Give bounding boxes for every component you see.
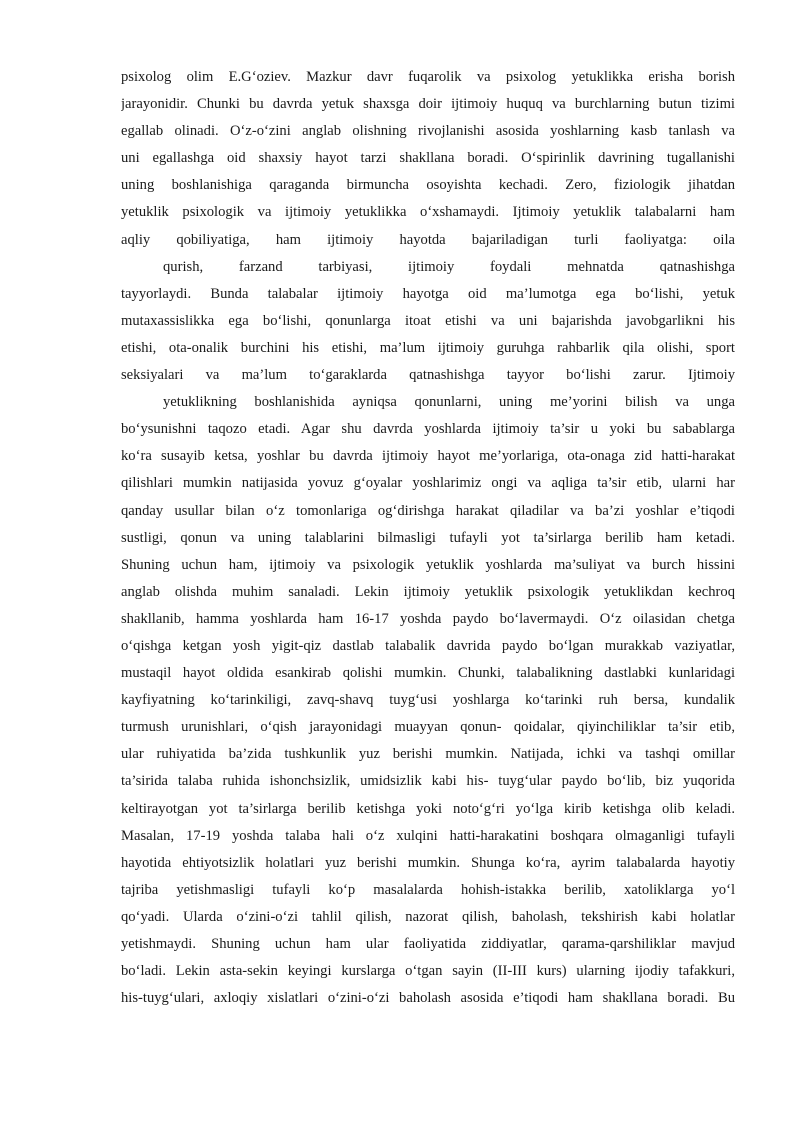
text-line-4: uni egallashga oid shaxsiy hayot tarzi shakllana boradi. O‘spirinlik davrining tugallanishi — [121, 150, 735, 167]
text-line-27: ta’sirida talaba ruhida ishonchsizlik, umidsizlik kabi his- tuyg‘ular paydo bo‘lib, biz yuqorida — [121, 773, 735, 790]
text-line-30: hayotida ehtiyotsizlik holatlari yuz berishi mumkin. Shunga ko‘ra, ayrim talabalarda hayotiy — [121, 854, 735, 871]
text-line-33: yetishmaydi. Shuning uchun ham ular faoliyatida ziddiyatlar, qarama-qarshiliklar mavjud — [121, 936, 735, 952]
text-line-7: aqliy qobiliyatiga, ham ijtimoiy hayotda bajariladigan turli faoliyatga: oila — [121, 231, 735, 248]
text-line-3: egallab olinadi. O‘z-o‘zini anglab olishning rivojlanishi asosida yoshlarning kasb tanlash va — [121, 123, 735, 140]
text-line-9: tayyorlaydi. Bunda talabalar ijtimoiy hayotga oid ma’lumotga ega bo‘lishi, yetuk — [121, 285, 735, 302]
text-line-22: o‘qishga ketgan yosh yigit-qiz dastlab talabalik davrida paydo bo‘lgan murakkab vaziyatlar, — [121, 637, 735, 654]
text-line-28: keltirayotgan yot ta’sirlarga berilib ketishga yoki noto‘g‘ri yo‘lga kirib ketishga olib keladi. — [121, 800, 735, 817]
body-text — [121, 64, 735, 1012]
text-line-6: yetuklik psixologik va ijtimoiy yetuklikka o‘xshamaydi. Ijtimoiy yetuklik talabalarni ham — [121, 204, 735, 221]
text-line-17: qanday usullar bilan o‘z tomonlariga og‘dirishga harakat qiladilar va ba’zi yoshlar e’tiqodi — [121, 502, 735, 519]
text-line-10: mutaxassislikka ega bo‘lishi, qonunlarga itoat etishi va uni bajarishda javobgarlikni his — [121, 312, 735, 329]
text-line-5: uning boshlanishiga qaraganda birmuncha osoyishta kechadi. Zero, fiziologik jihatdan — [121, 177, 735, 194]
text-line-15: ko‘ra susayib ketsa, yoshlar bu davrda ijtimoiy hayot me’yorlariga, ota-onaga zid hatti-harakat — [121, 448, 735, 465]
text-line-20: anglab olishda muhim sanaladi. Lekin ijtimoiy yetuklik psixologik yetuklikdan kechroq — [121, 583, 735, 600]
text-line-19: Shuning uchun ham, ijtimoiy va psixologik yetuklik yoshlarda ma’suliyat va burch hissini — [121, 556, 735, 573]
text-line-13: yetuklikning boshlanishida ayniqsa qonunlarni, uning me’yorini bilish va unga — [163, 394, 735, 411]
text-line-8: qurish, farzand tarbiyasi, ijtimoiy foydali mehnatda qatnashishga — [163, 258, 735, 275]
text-line-16: qilishlari mumkin natijasida yovuz g‘oyalar yoshlarimiz ongi va aqliga ta’sir etib, ularni har — [121, 475, 735, 492]
text-line-18: sustligi, qonun va uning talablarini bilmasligi tufayli yot ta’sirlarga berilib ham ketadi. — [121, 529, 735, 546]
text-line-12: seksiyalari va ma’lum to‘garaklarda qatnashishga tayyor bo‘lishi zarur. Ijtimoiy — [121, 367, 735, 384]
text-line-31: tajriba yetishmasligi tufayli ko‘p masalalarda hohish-istakka berilib, xatoliklarga yo‘l — [121, 881, 735, 898]
text-line-2: jarayonidir. Chunki bu davrda yetuk shaxsga doir ijtimoiy huquq va burchlarning butun tizimi — [121, 96, 735, 113]
text-line-29: Masalan, 17-19 yoshda talaba hali o‘z xulqini hatti-harakatini boshqara olmaganligi tufayli — [121, 827, 735, 844]
text-line-26: ular ruhiyatida ba’zida tushkunlik yuz berishi mumkin. Natijada, ichki va tashqi omillar — [121, 746, 735, 763]
text-line-25: turmush urunishlari, o‘qish jarayonidagi muayyan qonun- qoidalar, qiyinchiliklar ta’sir etib, — [121, 719, 735, 736]
text-line-14: bo‘ysunishni taqozo etadi. Agar shu davrda yoshlarda ijtimoiy ta’sir u yoki bu sabablarga — [121, 421, 735, 438]
text-line-23: mustaqil hayot oldida esankirab qolishi mumkin. Chunki, talabalikning dastlabki kunlaridagi — [121, 665, 735, 682]
text-line-1: psixolog olim E.G‘oziev. Mazkur davr fuqarolik va psixolog yetuklikka erisha borish — [121, 69, 735, 85]
text-line-34: bo‘ladi. Lekin asta-sekin keyingi kurslarga o‘tgan sayin (II-III kurs) ularning ijodiy tafakkuri, — [121, 963, 735, 980]
text-line-21: shakllanib, hamma yoshlarda ham 16-17 yoshda paydo bo‘lavermaydi. O‘z oilasidan chetga — [121, 610, 735, 627]
text-line-24: kayfiyatning ko‘tarinkiligi, zavq-shavq tuyg‘usi yoshlarga ko‘tarinki ruh bersa, kundalik — [121, 692, 735, 709]
text-line-35: his-tuyg‘ulari, axloqiy xislatlari o‘zini-o‘zi baholash asosida e’tiqodi ham shakllana boradi. Bu — [121, 990, 735, 1007]
text-line-11: etishi, ota-onalik burchini his etishi, ma’lum ijtimoiy guruhga rahbarlik qila olishi, sport — [121, 339, 735, 356]
text-line-32: qo‘yadi. Ularda o‘zini-o‘zi tahlil qilish, nazorat qilish, baholash, tekshirish kabi holatlar — [121, 908, 735, 925]
